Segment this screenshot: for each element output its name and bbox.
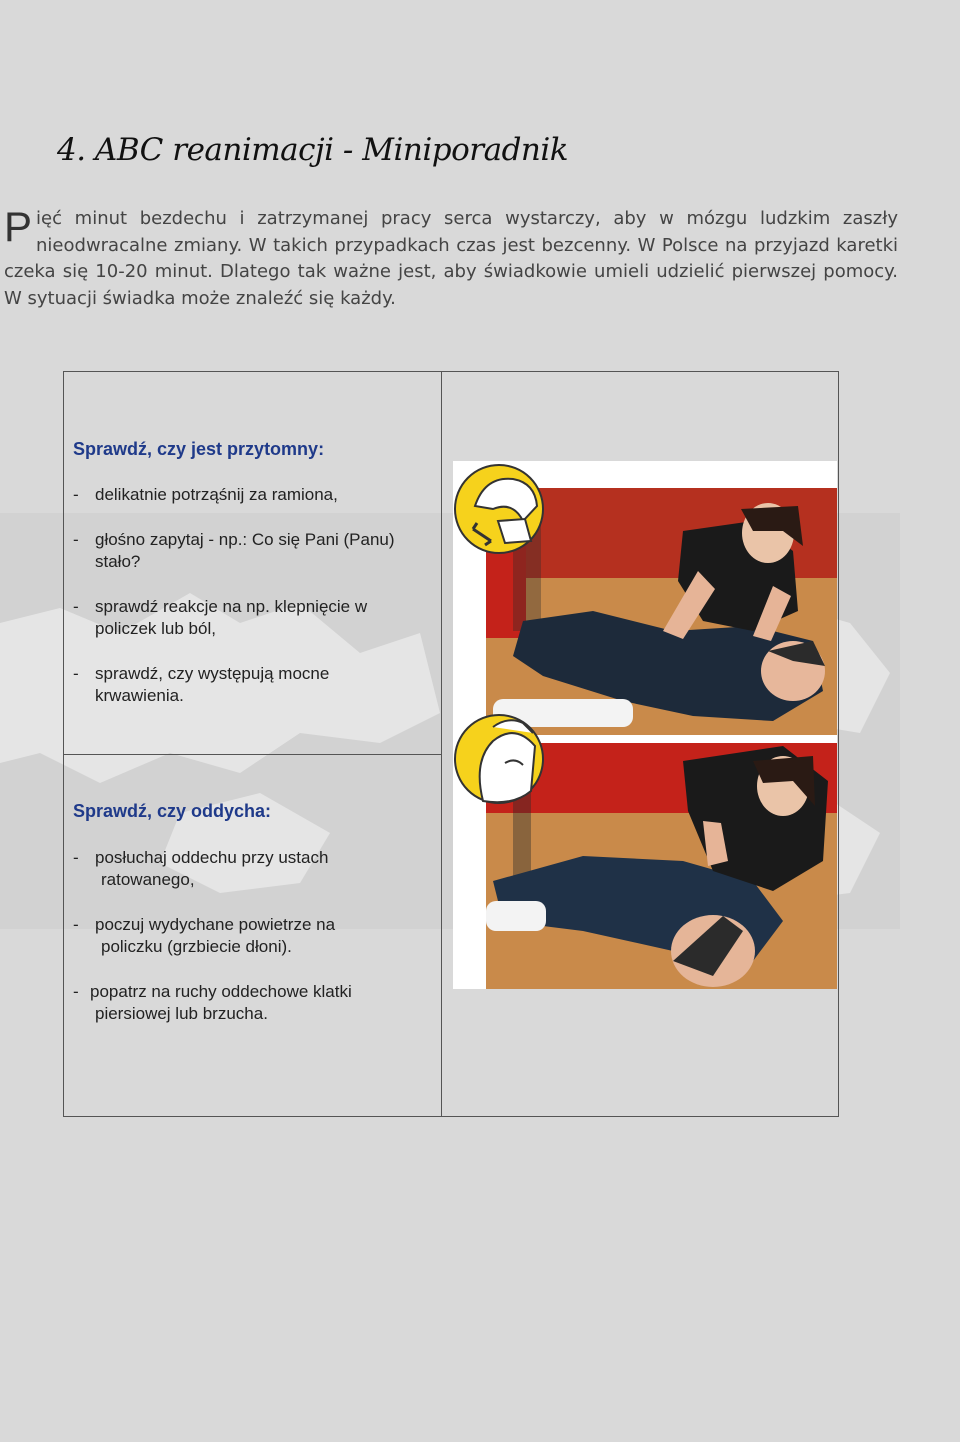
step-list-consciousness: [73, 484, 437, 707]
list-item: - delikatnie potrząśnij za ramiona,: [73, 485, 338, 504]
list-item: - poczuj wydychane powietrze na policzku (grzbiecie dłoni).: [73, 915, 336, 956]
step-title-breathing: Sprawdź, czy oddycha:: [73, 801, 272, 821]
list-item: - sprawdź, czy występują mocne krwawienia.: [73, 664, 330, 705]
step-cell-breathing: [64, 755, 442, 1117]
step-title-consciousness: Sprawdź, czy jest przytomny:: [73, 439, 325, 459]
first-aid-photos: [453, 461, 837, 989]
listen-breath-icon: [455, 715, 543, 803]
shake-shoulder-icon: [455, 465, 543, 553]
intro-dropcap: P: [4, 203, 33, 250]
page-title: 4. ABC reanimacji - Miniporadnik: [57, 132, 569, 168]
step-list-breathing: [73, 847, 437, 1025]
list-item: - posłuchaj oddechu przy ustach ratowanego,: [73, 848, 329, 889]
list-item: - sprawdź reakcje na np. klepnięcie w policzek lub ból,: [73, 597, 368, 638]
list-item: - głośno zapytaj - np.: Co się Pani (Panu) stało?: [73, 530, 395, 571]
intro-paragraph: [4, 203, 898, 312]
step-cell-consciousness: [64, 372, 442, 755]
intro-text: ięć minut bezdechu i zatrzymanej pracy serca wystarczy, aby w mózgu ludzkim zaszły nieodwracalne zmiany. W takich przypadkach czas jest bezcenny. W Polsce na przyjazd karetki czeka się 10-20 minut. Dlatego tak ważne jest, aby świadkowie umieli udzielić pierwszej pomocy. W sytuacji świadka może znaleźć się każdy.: [4, 208, 898, 309]
list-item: - popatrz na ruchy oddechowe klatki piersiowej lub brzucha.: [73, 982, 352, 1023]
